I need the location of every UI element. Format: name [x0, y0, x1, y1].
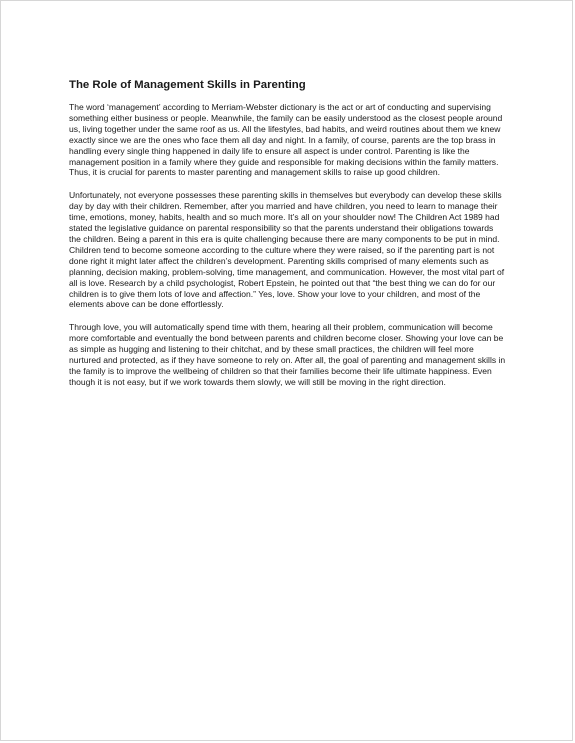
- document-body: [69, 78, 507, 388]
- document-title: The Role of Management Skills in Parenting: [69, 79, 306, 91]
- paragraph-1: The word ‘management’ according to Merriam-Webster dictionary is the act or art of conducting and supervising something either business or people. Meanwhile, the family can be easily understood as the closest people around us, living together under the same roof as us. All the lifestyles, bad habits, and weird routines about them we knew exactly since we are the ones who face them all day and night. In a family, of course, parents are the top brass in handling every single thing happened in daily life to ensure all aspect is under control. Parenting is like the management position in a family where they guide and responsible for making decisions within the family matters. Thus, it is crucial for parents to master parenting and management skills to raise up good children.: [69, 102, 503, 178]
- paragraph-2: Unfortunately, not everyone possesses these parenting skills in themselves but everybody can develop these skills day by day with their children. Remember, after you married and have children, you need to learn to manage their time, emotions, money, habits, health and so much more. It’s all on your shoulder now! The Children Act 1989 had stated the legislative guidance on parental responsibility so that the parents understand their obligations towards the children. Being a parent in this era is quite challenging because there are many components to be put in mind. Children tend to become someone according to the culture where they were raised, so if the parenting part is not done right it might later affect the children’s development. Parenting skills comprised of many elements such as planning, decision making, problem-solving, time management, and communication. However, the most vital part of all is love. Research by a child psychologist, Robert Epstein, he pointed out that “the best thing we can do for our children is to give them lots of love and affection.” Yes, love. Show your love to your children, and most of the elements above can be done effortlessly.: [69, 190, 505, 310]
- paragraph-3: Through love, you will automatically spend time with them, hearing all their problem, communication will become more comfortable and eventually the bond between parents and children become closer. Showing your love can be as simple as hugging and listening to their chitchat, and by these small practices, the children will feel more nurtured and protected, as if they have someone to rely on. After all, the goal of parenting and management skills in the family is to improve the wellbeing of children so that their families become their life ultimate happiness. Even though it is not easy, but if we work towards them slowly, we will still be moving in the right direction.: [69, 322, 506, 387]
